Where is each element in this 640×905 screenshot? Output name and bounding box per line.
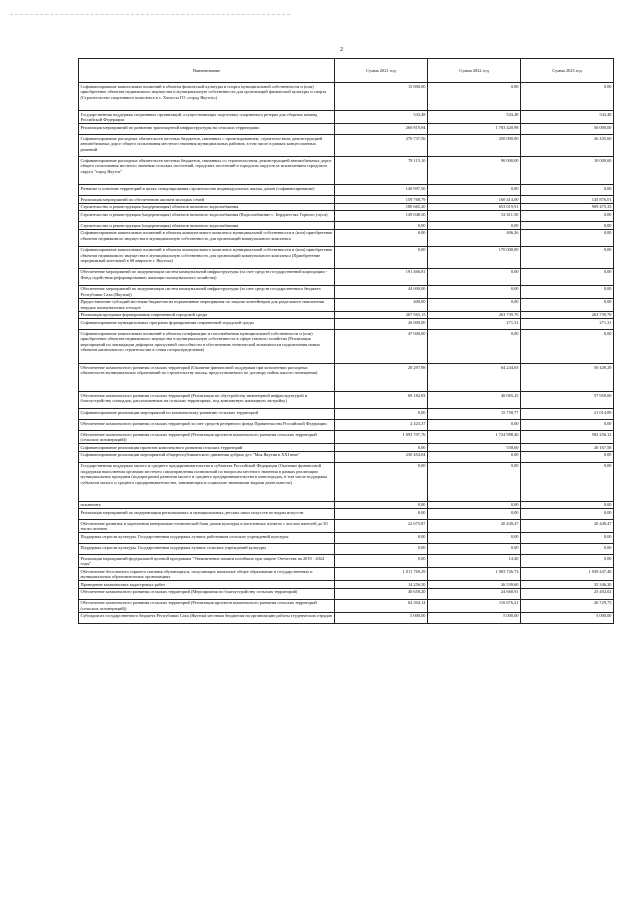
row-value-2022: 14,40 — [428, 555, 521, 568]
row-value-2022: 170 000,00 — [428, 246, 521, 268]
row-name: Софинансирование расходных обязательств местных бюджетов, связанных со строительством, реконструкцией автомобильных дорог общего пользования местного значения сельских поселений, городских поселений и городских округов за исключением городского округа "город Якутск" — [79, 157, 335, 185]
row-value-2022: 0,00 — [428, 268, 521, 285]
row-value-2022: 0,00 — [428, 509, 521, 520]
table-row — [79, 124, 614, 135]
header-2023: Сумма 2023 год — [521, 59, 614, 83]
row-name: Реализация мероприятий по обеспечению жильем молодых семей — [79, 196, 335, 204]
row-name: Софинансирование капитальных вложений в объекты коммунального комплекса муниципальной собственности и (или) приобретение объектов недвижимого имущества в муниципальную собственность для организаций коммунального комплекса (Приобретение передвижной котельной в 68 квартале г. Якутска) — [79, 246, 335, 268]
row-value-2023: 26 435,60 — [521, 135, 614, 157]
row-value-2022: 0,00 — [428, 298, 521, 311]
row-value-2022: 52 611,50 — [428, 211, 521, 222]
row-value-2022: 24 660,91 — [428, 588, 521, 599]
row-value-2023: 10 000,00 — [521, 157, 614, 185]
table-row — [79, 111, 614, 124]
table-row — [79, 298, 614, 311]
row-value-2022: 0,00 — [428, 544, 521, 555]
row-value-2021: 260 819,94 — [335, 124, 428, 135]
table-row — [79, 196, 614, 204]
row-value-2022: 1 703 420,98 — [428, 124, 521, 135]
row-name: Реализация мероприятий федеральной целевой программы "Увековечение памяти погибших при защите Отечества на 2019 - 2024 годы" — [79, 555, 335, 568]
row-value-2023: 0,00 — [521, 509, 614, 520]
header-2021: Сумма 2021 год — [335, 59, 428, 83]
table-row — [79, 462, 614, 501]
row-value-2023: 0,00 — [521, 246, 614, 268]
row-value-2021: 69 182,83 — [335, 392, 428, 409]
row-name: Обеспечение комплексного развития сельских территорий (Оказание финансовой поддержки при исполнении расходных обязательств муниципальных образований по строительству жилья, предоставляемого по договору найма жилого помещения) — [79, 364, 335, 392]
row-value-2021: 26 000,00 — [335, 319, 428, 330]
row-value-2022: 0,00 — [428, 451, 521, 462]
row-value-2021: 0,00 — [335, 222, 428, 230]
row-value-2021: 44 000,00 — [335, 285, 428, 298]
row-value-2021: 270 737,56 — [335, 135, 428, 157]
row-value-2023: 0,00 — [521, 268, 614, 285]
table-row — [79, 83, 614, 111]
row-value-2021: 159 768,79 — [335, 196, 428, 204]
row-value-2022: 406,26 — [428, 229, 521, 246]
row-value-2023: 20 167,58 — [521, 444, 614, 452]
table-row — [79, 285, 614, 298]
row-value-2022: 263 739,70 — [428, 311, 521, 319]
row-value-2021: 28 297,98 — [335, 364, 428, 392]
row-value-2022: 1 083 726,73 — [428, 568, 521, 581]
table-row — [79, 431, 614, 444]
row-name: Обеспечение развития и укрепления материально-технической базы домов культуры в населенных пунктах с числом жителей до 50 тысяч человек — [79, 520, 335, 533]
row-value-2021: 0,00 — [335, 509, 428, 520]
row-name: Обеспечение комплексного развития сельских территорий за счет средств резервного фонда Правительства Российской Федерации — [79, 420, 335, 431]
row-value-2021: 47 000,00 — [335, 330, 428, 364]
row-value-2023: 0,00 — [521, 451, 614, 462]
row-value-2022: 5 000,00 — [428, 612, 521, 623]
table-row — [79, 612, 614, 623]
row-value-2023: 35 346,20 — [521, 581, 614, 589]
row-value-2023: 50 449,29 — [521, 364, 614, 392]
row-value-2021: 15 000,00 — [335, 83, 428, 111]
row-name: Софинансирование реализации мероприятий общереспубликанского движения добрых дел "Моя Якутия в XXI веке" — [79, 451, 335, 462]
page-number: 2 — [340, 47, 343, 53]
budget-table — [78, 58, 614, 624]
row-value-2023: 0,00 — [521, 555, 614, 568]
row-name: Софинансирование капитальных вложений в объекты коммунального комплекса муниципальной собственности и (или) приобретение объектов недвижимого имущества в муниципальную собственность для организаций коммунального комплекса — [79, 229, 335, 246]
row-value-2023: 909 475,35 — [521, 203, 614, 211]
row-value-2022: 20 449,47 — [428, 520, 521, 533]
row-name: Строительство и реконструкция (модернизация) объектов питьевого водоснабжения — [79, 222, 335, 230]
row-value-2021: 14 256,50 — [335, 581, 428, 589]
row-value-2022: 26 539,60 — [428, 581, 521, 589]
row-value-2022: 0,00 — [428, 185, 521, 196]
table-row — [79, 444, 614, 452]
row-value-2021: 140 997,50 — [335, 185, 428, 196]
row-value-2021: 149 048,50 — [335, 211, 428, 222]
table-row — [79, 392, 614, 409]
scan-artifact — [10, 14, 290, 16]
row-name: Софинансирование капитальных вложений в объекты газификации и газоснабжения муниципальной собственности и (или) приобретение объектов недвижимого имущества в муниципальную собственность в сфере газового хозяйства (Реализация мероприятий по ликвидации дефицита пропускной способности и обеспечению технической возможности подключения новых объектов капитального строительства к сетям газораспределения) — [79, 330, 335, 364]
row-value-2021: 230 454,04 — [335, 451, 428, 462]
row-value-2021: 1 093 707,76 — [335, 431, 428, 444]
row-value-2021: 1 011 769,29 — [335, 568, 428, 581]
row-value-2023: 0,00 — [521, 185, 614, 196]
table-row — [79, 211, 614, 222]
row-name: Государственная поддержка спортивных организаций, осуществляющих подготовку спортивного резерва для сборных команд Российской Федерации — [79, 111, 335, 124]
row-value-2022: 0,00 — [428, 501, 521, 509]
table-row — [79, 185, 614, 196]
row-value-2021: 191 466,81 — [335, 268, 428, 285]
table-row — [79, 581, 614, 589]
row-name: исключить — [79, 501, 335, 509]
row-value-2022: 64 244,65 — [428, 364, 521, 392]
row-name: Проведение комплексных кадастровых работ — [79, 581, 335, 589]
table-row — [79, 568, 614, 581]
row-value-2023: 0,00 — [521, 501, 614, 509]
row-value-2023: 25 402,02 — [521, 588, 614, 599]
table-row — [79, 319, 614, 330]
row-value-2021: 0,00 — [335, 555, 428, 568]
row-value-2023: 5 000,00 — [521, 612, 614, 623]
row-value-2021: 180 665,20 — [335, 203, 428, 211]
row-name: Поддержка отрасли культуры. Государственная поддержка лучших работников сельских учреждений культуры — [79, 533, 335, 544]
row-value-2023: 0,00 — [521, 222, 614, 230]
row-name: Обеспечение бесплатного горячего питания обучающихся, получающих начальное общее образование в государственных и муниципальных образовательных организациях — [79, 568, 335, 581]
row-value-2022: 653 019,91 — [428, 203, 521, 211]
table-row — [79, 599, 614, 612]
row-value-2023: 0,00 — [521, 298, 614, 311]
row-value-2021: 2 423,37 — [335, 420, 428, 431]
table-row — [79, 311, 614, 319]
row-value-2023: 0,00 — [521, 211, 614, 222]
row-value-2023: 0,00 — [521, 285, 614, 298]
row-value-2021: 22 675,87 — [335, 520, 428, 533]
row-value-2021: 78 115,10 — [335, 157, 428, 185]
row-name: Обеспечение комплексного развития сельских территорий (Мероприятия по благоустройству сельских территорий) — [79, 588, 335, 599]
row-name: Обеспечение комплексного развития сельских территорий (Реализация проектов комплексного развития сельских территорий (сельских агломераций)) — [79, 431, 335, 444]
header-2022: Сумма 2022 год — [428, 59, 521, 83]
row-value-2022: 558,60 — [428, 444, 521, 452]
table-row — [79, 544, 614, 555]
table-row — [79, 555, 614, 568]
row-value-2022: 0,00 — [428, 420, 521, 431]
row-name: Софинансирование капитальных вложений в объекты физической культуры и спорта муниципальной собственности и (или) приобретение объектов недвижимого имущества в муниципальную собственность для организаций физической культуры и спорта (Строительство спортивного комплекса в с. Хатассы ГО «город Якутск») — [79, 83, 335, 111]
table-header-row — [79, 59, 614, 83]
row-value-2021: 0,00 — [335, 444, 428, 452]
table-row — [79, 409, 614, 420]
row-value-2021: 267 565,15 — [335, 311, 428, 319]
row-value-2021: 0,00 — [335, 544, 428, 555]
row-value-2023: 263 739,70 — [521, 311, 614, 319]
row-value-2023: 1 039 447,48 — [521, 568, 614, 581]
table-row — [79, 509, 614, 520]
row-value-2022: 0,00 — [428, 533, 521, 544]
table-row — [79, 157, 614, 185]
table-row — [79, 588, 614, 599]
row-value-2021: 0,00 — [335, 229, 428, 246]
table-row — [79, 501, 614, 509]
row-value-2021: 0,00 — [335, 533, 428, 544]
row-value-2023: 50 000,00 — [521, 124, 614, 135]
row-value-2021: 400,00 — [335, 298, 428, 311]
row-value-2022: 271,31 — [428, 319, 521, 330]
row-name: Предоставление субсидий местным бюджетам на нормативные мероприятия по закупке контейнеров для раздельного накопления твердых коммунальных отходов — [79, 298, 335, 311]
row-value-2023: 57 950,00 — [521, 392, 614, 409]
row-name: Обеспечение комплексного развития сельских территорий (Реализация по обустройству инженерной инфраструктурой и благоустройству площадок, расположенных на сельских территориях, под компактную жилищную застройку) — [79, 392, 335, 409]
row-name: Строительство и реконструкция (модернизация) объектов питьевого водоснабжения — [79, 203, 335, 211]
row-value-2021: 0,00 — [335, 246, 428, 268]
row-value-2021: 5 000,00 — [335, 612, 428, 623]
row-value-2022: 250 000,00 — [428, 135, 521, 157]
row-value-2023: 0,00 — [521, 462, 614, 501]
table-row — [79, 451, 614, 462]
row-name: Реализация мероприятий по модернизации региональных и муниципальных детских школ искусств по видам искусств — [79, 509, 335, 520]
row-value-2022: 0,00 — [428, 330, 521, 364]
row-name: Софинансирование расходных обязательств местных бюджетов, связанных с проектированием, строительством, реконструкцией автомобильных дорог общего пользования местного значения муниципальных районов, в том числе в рамках концессионных решений — [79, 135, 335, 157]
row-value-2023: 145 876,01 — [521, 196, 614, 204]
row-name: Поддержка отрасли культуры. Государственная поддержка лучших сельских учреждений культуры — [79, 544, 335, 555]
row-value-2022: 15 758,77 — [428, 409, 521, 420]
row-value-2021: 62 304,14 — [335, 599, 428, 612]
table-body — [79, 83, 614, 624]
row-name: Субсидии из государственного бюджета Республики Саха (Якутия) местным бюджетам на организацию работы студенческих отрядов — [79, 612, 335, 623]
row-name: Обеспечение мероприятий по модернизации систем коммунальной инфраструктуры (за счет средств государственного бюджета Республики Саха (Якутия)) — [79, 285, 335, 298]
row-value-2023: 0,00 — [521, 229, 614, 246]
row-name: Софинансирование реализации проектов комплексного развития сельских территорий — [79, 444, 335, 452]
row-value-2022: 0,00 — [428, 462, 521, 501]
row-name: Обеспечение мероприятий по модернизации систем коммунальной инфраструктуры (за счет средств государственной корпорации - Фонд содействия реформированию жилищно-коммунального хозяйства) — [79, 268, 335, 285]
row-name: Софинансирование муниципальных программ формирования современной городской среды — [79, 319, 335, 330]
row-value-2023: 0,00 — [521, 83, 614, 111]
row-name: Реализация программ формирования современной городской среды — [79, 311, 335, 319]
table-row — [79, 229, 614, 246]
row-value-2023: 0,00 — [521, 420, 614, 431]
row-value-2022: 543,48 — [428, 111, 521, 124]
row-value-2022: 116 676,21 — [428, 599, 521, 612]
table-row — [79, 246, 614, 268]
table-row — [79, 533, 614, 544]
row-value-2022: 40 065,25 — [428, 392, 521, 409]
header-name: Наименование — [79, 59, 335, 83]
row-value-2023: 543,48 — [521, 111, 614, 124]
row-value-2022: 0,00 — [428, 222, 521, 230]
row-name: Строительство и реконструкция (модернизация) объектов питьевого водоснабжения (Водоснабжение с. Бердигестях Горного улуса) — [79, 211, 335, 222]
row-name: Обеспечение комплексного развития сельских территорий (Реализация проектов комплексного развития сельских территорий (сельских агломераций)) — [79, 599, 335, 612]
row-value-2021: 40 650,20 — [335, 588, 428, 599]
row-name: Реализация мероприятий по развитию транспортной инфраструктуры на сельских территориях — [79, 124, 335, 135]
row-value-2023: 0,00 — [521, 544, 614, 555]
row-name: Государственная поддержка малого и среднего предпринимательства в субъектах Российской Федерации (Оказание финансовой поддержки выполнения органами местного самоуправления полномочий по вопросам местного значения в рамках реализации муниципальных программ (подпрограмм) развития малого и среднего предпринимательства в моногородах, в том числе поддержка субъектов малого и среднего предпринимательства, занимающихся социально значимыми видами деятельности) — [79, 462, 335, 501]
table-row — [79, 330, 614, 364]
row-value-2021: 0,00 — [335, 409, 428, 420]
row-value-2023: 582 256,12 — [521, 431, 614, 444]
row-value-2022: 1 724 988,40 — [428, 431, 521, 444]
table-row — [79, 222, 614, 230]
row-value-2023: 0,00 — [521, 533, 614, 544]
row-value-2021: 0,00 — [335, 462, 428, 501]
table-row — [79, 203, 614, 211]
row-value-2021: 0,00 — [335, 501, 428, 509]
table-row — [79, 364, 614, 392]
row-value-2023: 271,31 — [521, 319, 614, 330]
row-name: Софинансирование реализации мероприятий по комплексному развитию сельских территорий — [79, 409, 335, 420]
row-value-2021: 543,48 — [335, 111, 428, 124]
row-value-2022: 0,00 — [428, 285, 521, 298]
row-value-2022: 90 000,00 — [428, 157, 521, 185]
table-row — [79, 420, 614, 431]
row-value-2023: 21 014,89 — [521, 409, 614, 420]
table-row — [79, 520, 614, 533]
row-value-2023: 20 449,47 — [521, 520, 614, 533]
row-value-2023: 0,00 — [521, 330, 614, 364]
table-row — [79, 268, 614, 285]
row-value-2022: 0,00 — [428, 83, 521, 111]
row-value-2022: 160 414,00 — [428, 196, 521, 204]
row-value-2023: 26 729,75 — [521, 599, 614, 612]
row-name: Развитие и освоение территорий в целях стимулирования строительства индивидуальных жилых домов (софинансирование) — [79, 185, 335, 196]
table-row — [79, 135, 614, 157]
